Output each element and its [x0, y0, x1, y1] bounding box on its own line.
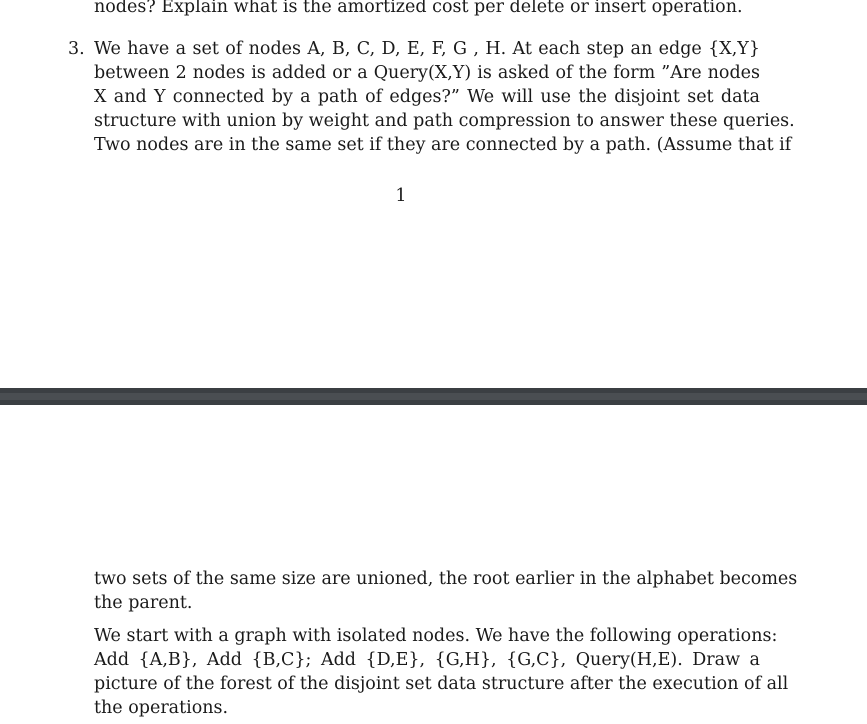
document-page-bottom: [0, 405, 867, 724]
question-text-line: X and Y connected by a path of edges?” We will use the disjoint set data: [94, 87, 760, 107]
question-text-line: Two nodes are in the same set if they are connected by a path. (Assume that if: [94, 135, 792, 155]
question-text-line: between 2 nodes is added or a Query(X,Y) is asked of the form ”Are nodes: [94, 63, 760, 83]
question-text-line: Add {A,B}, Add {B,C}; Add {D,E}, {G,H}, {G,C}, Query(H,E). Draw a: [94, 650, 760, 670]
question-text-line: picture of the forest of the disjoint set data structure after the execution of all: [94, 674, 789, 694]
page-number: 1: [395, 186, 407, 206]
question-text-line: the operations.: [94, 698, 229, 718]
question-text-line: We have a set of nodes A, B, C, D, E, F, G , H. At each step an edge {X,Y}: [94, 39, 760, 59]
question-text-line: two sets of the same size are unioned, the root earlier in the alphabet becomes: [94, 569, 798, 589]
question-text-line: We start with a graph with isolated nodes. We have the following operations:: [94, 626, 778, 646]
page-separator: [0, 388, 867, 405]
previous-question-trailing-line: nodes? Explain what is the amortized cost per delete or insert operation.: [94, 0, 743, 17]
question-number: 3.: [68, 39, 85, 59]
question-text-line: structure with union by weight and path compression to answer these queries.: [94, 111, 795, 131]
question-text-line: the parent.: [94, 593, 193, 613]
